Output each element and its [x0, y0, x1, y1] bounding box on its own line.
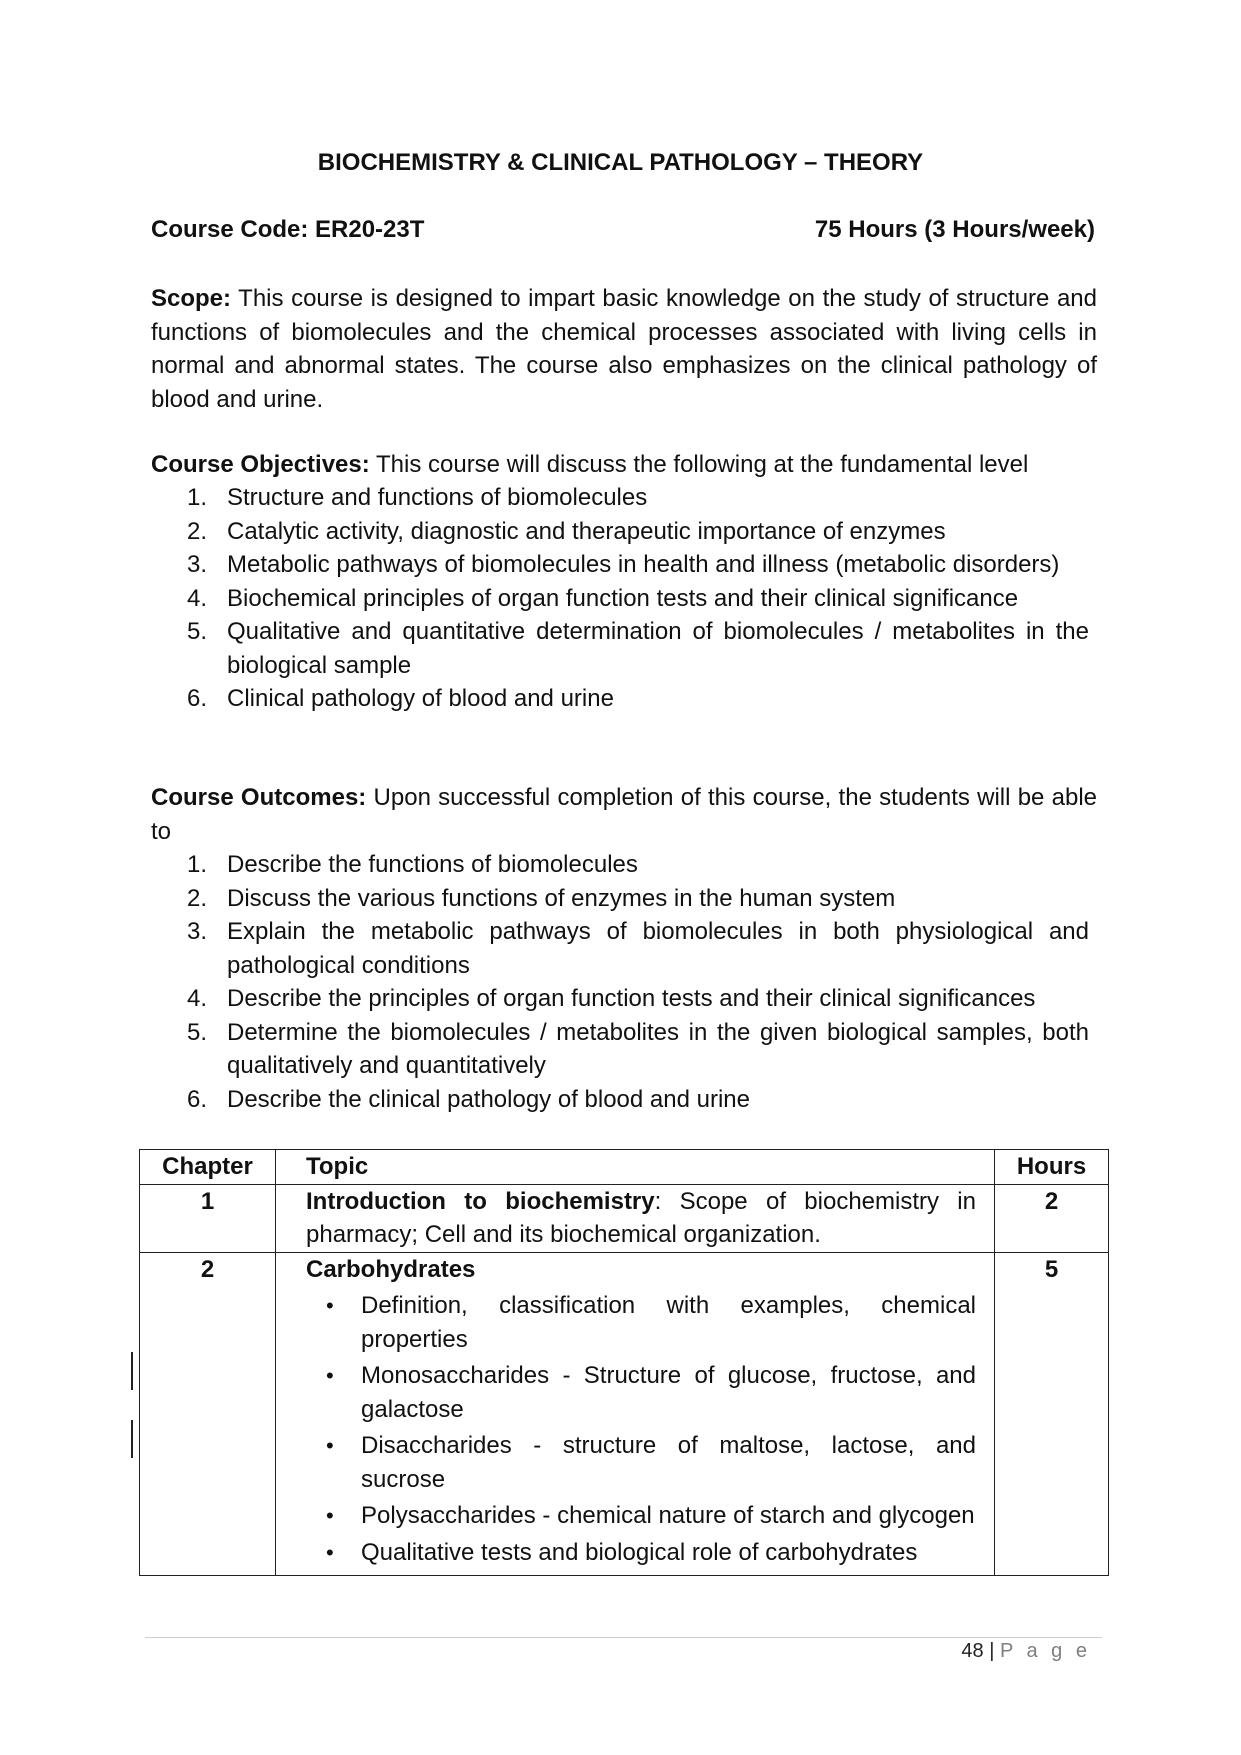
- header-topic: Topic: [276, 1150, 995, 1185]
- chapter-cell: 2: [140, 1252, 276, 1576]
- list-item: 2. Discuss the various functions of enzymes in the human system: [187, 884, 896, 912]
- hours-cell: 5: [995, 1252, 1109, 1576]
- chapter-cell: 1: [140, 1184, 276, 1252]
- list-item: 3. Metabolic pathways of biomolecules in health and illness (metabolic disorders): [187, 551, 1060, 578]
- syllabus-table: [139, 1149, 1109, 1576]
- list-item: • Polysaccharides - chemical nature of starch and glycogen: [306, 1499, 976, 1533]
- objectives-intro: This course will discuss the following at the fundamental level: [375, 451, 1029, 478]
- list-item: 5. Determine the biomolecules / metabolites in the given biological samples, both qualitatively and quantitatively: [187, 1018, 1089, 1079]
- objectives-list: [151, 481, 1089, 716]
- list-item: • Disaccharides - structure of maltose, lactose, and sucrose: [306, 1429, 976, 1496]
- page-label: P a g e: [999, 1640, 1091, 1662]
- list-item: 1. Describe the functions of biomolecules: [187, 851, 638, 878]
- footer-divider: [145, 1637, 1102, 1638]
- list-item: 4. Biochemical principles of organ function tests and their clinical significance: [187, 584, 1019, 612]
- list-item: 5. Qualitative and quantitative determination of biomolecules / metabolites in the biological sample: [187, 618, 1089, 679]
- header-chapter: Chapter: [140, 1150, 276, 1185]
- course-info-row: [151, 216, 1095, 244]
- topic-description: : Scope of biochemistry in pharmacy; Cell and its biochemical organization.: [306, 1187, 976, 1248]
- course-hours: 75 Hours (3 Hours/week): [814, 216, 1095, 243]
- list-item: 6. Describe the clinical pathology of blood and urine: [187, 1085, 750, 1113]
- list-item: • Monosaccharides - Structure of glucose, fructose, and galactose: [306, 1359, 976, 1426]
- table-row: [140, 1184, 1109, 1252]
- list-item: 2. Catalytic activity, diagnostic and therapeutic importance of enzymes: [187, 517, 946, 545]
- list-item: 4. Describe the principles of organ function tests and their clinical significances: [187, 985, 1036, 1012]
- list-item: 3. Explain the metabolic pathways of biomolecules in both physiological and pathological conditions: [187, 918, 1089, 979]
- outcomes-heading: [151, 781, 1097, 848]
- outcomes-list: [151, 848, 1089, 1116]
- list-item: • Definition, classification with examples, chemical properties: [306, 1289, 976, 1356]
- course-code: Course Code: ER20-23T: [151, 216, 425, 243]
- table-row: [140, 1252, 1109, 1576]
- scope-paragraph: [151, 282, 1097, 416]
- list-item: 1. Structure and functions of biomolecules: [187, 484, 648, 511]
- footer-separator: |: [989, 1640, 995, 1662]
- outcomes-label: Course Outcomes:: [151, 784, 367, 811]
- outcomes-intro: Upon successful completion of this course, the students will be able to: [151, 784, 1098, 845]
- topic-cell: [276, 1252, 995, 1576]
- list-item: 6. Clinical pathology of blood and urine: [187, 685, 614, 712]
- scope-text: This course is designed to impart basic knowledge on the study of structure and functions of biomolecules and the chemical processes associated with living cells in normal and abnormal states. The course also emphasizes on the clinical pathology of blood and urine.: [151, 285, 1098, 413]
- list-item: • Qualitative tests and biological role of carbohydrates: [306, 1536, 976, 1570]
- header-hours: Hours: [995, 1150, 1109, 1185]
- hours-cell: 2: [995, 1184, 1109, 1252]
- revision-bar: [131, 1352, 133, 1390]
- page-footer: [961, 1640, 1091, 1663]
- objectives-heading: [151, 448, 1097, 482]
- topic-cell: [276, 1184, 995, 1252]
- scope-label: Scope:: [151, 285, 232, 312]
- page-number: 48: [961, 1640, 984, 1662]
- topic-bullet-list: [306, 1289, 976, 1569]
- topic-title: Introduction to biochemistry: [306, 1187, 655, 1215]
- document-title: BIOCHEMISTRY & CLINICAL PATHOLOGY – THEORY: [317, 149, 924, 176]
- objectives-label: Course Objectives:: [151, 451, 370, 478]
- revision-bar: [131, 1420, 133, 1458]
- topic-title: Carbohydrates: [306, 1255, 476, 1283]
- table-header-row: [140, 1150, 1109, 1185]
